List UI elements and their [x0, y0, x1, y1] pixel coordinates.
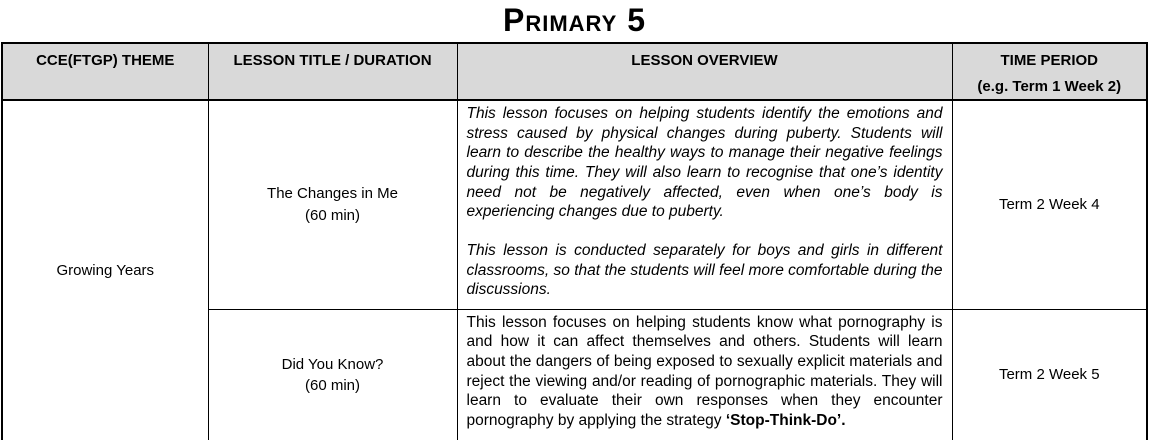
lesson-title-cell	[208, 100, 457, 309]
table-header-row	[2, 43, 1147, 100]
overview-bold-phrase: ‘Stop-Think-Do’.	[725, 411, 846, 429]
overview-paragraph	[467, 313, 943, 431]
lesson-duration: (60 min)	[304, 206, 360, 224]
header-lesson-overview: LESSON OVERVIEW	[457, 43, 952, 100]
lesson-title-cell	[208, 309, 457, 440]
header-time-period-label: TIME PERIOD	[1000, 52, 1098, 69]
header-lesson-title-duration: LESSON TITLE / DURATION	[208, 43, 457, 100]
header-time-period	[952, 43, 1147, 100]
overview-paragraph-2: This lesson is conducted separately for boys and girls in different classrooms, so that the students will feel more comfortable during the discussions.	[466, 242, 943, 299]
table-row	[2, 100, 1147, 309]
overview-main-text: This lesson focuses on helping students know what pornography is and how it can affect themselves and others. Students will learn about the dangers of being exposed to sexually explicit materials and reject the viewing and/or reading of pornographic materials. They will learn to evaluate their own responses when they encounter pornography by applying the strategy	[466, 313, 943, 429]
lesson-duration: (60 min)	[304, 377, 360, 395]
lesson-plan-table	[1, 42, 1148, 440]
header-time-period-sublabel: (e.g. Term 1 Week 2)	[977, 77, 1122, 95]
lesson-overview-cell	[457, 309, 952, 440]
lesson-title: The Changes in Me	[267, 185, 398, 202]
header-cce-theme: CCE(FTGP) THEME	[2, 43, 208, 100]
theme-cell: Growing Years	[2, 100, 208, 440]
time-period-cell: Term 2 Week 5	[952, 309, 1147, 440]
time-period-cell: Term 2 Week 4	[952, 100, 1147, 309]
overview-paragraph-1: This lesson focuses on helping students identify the emotions and stress caused by physical changes during puberty. Students will learn to describe the healthy ways to manage their negative feelings during this time. They will also learn to recognise that one’s identity need not be negatively affected, even when one’s body is experiencing changes due to puberty.	[466, 105, 943, 221]
page-title: Primary 5	[503, 2, 646, 38]
lesson-title: Did You Know?	[281, 355, 384, 373]
lesson-overview-cell	[457, 100, 952, 309]
